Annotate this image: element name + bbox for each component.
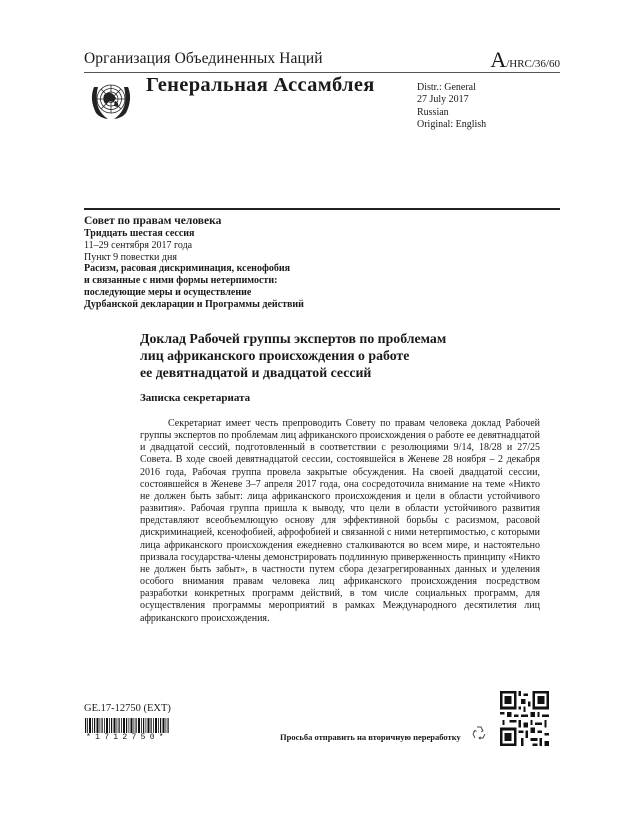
document-date: 27 July 2017 — [417, 94, 469, 106]
distribution-type: Distr.: General — [417, 82, 476, 93]
distribution-block — [417, 82, 486, 131]
report-title-line: лиц африканского происхождения о работе — [140, 348, 410, 363]
council-name: Совет по правам человека — [84, 215, 222, 227]
document-symbol — [490, 47, 560, 73]
barcode-number: *1712750* — [86, 733, 168, 742]
agenda-item: Пункт 9 повестки дня — [84, 251, 177, 263]
symbol-prefix: A — [490, 47, 507, 72]
report-title — [140, 330, 446, 381]
un-emblem-icon — [86, 77, 136, 123]
job-number: GE.17-12750 (EXT) — [84, 703, 171, 714]
agenda-block — [84, 215, 304, 311]
agenda-topic-line: и связанные с ними формы нетерпимости: — [84, 275, 278, 287]
organization-name: Организация Объединенных Наций — [84, 50, 323, 67]
recycle-notice: Просьба отправить на вторичную переработку — [280, 732, 461, 742]
agenda-topic-line: Расизм, расовая дискриминация, ксенофобия — [84, 263, 291, 275]
symbol-suffix: /HRC/36/60 — [506, 58, 560, 70]
qr-code-icon — [500, 691, 549, 746]
header-divider — [84, 72, 560, 73]
original-language: Original: English — [417, 118, 487, 130]
recycle-icon — [470, 725, 488, 742]
barcode-icon — [85, 718, 169, 733]
document-language: Russian — [417, 106, 449, 118]
assembly-title: Генеральная Ассамблея — [146, 74, 375, 96]
body-paragraph: Секретариат имеет честь препроводить Совету по правам человека доклад Рабочей группы экспертов по проблемам лиц африканского происхождения о работе ее девятнадцатой и двадцатой сессий, подготовленный в соответствии с резолюциями 9/14, 18/28 и 27/25 Совета. В ходе своей девятнадцатой сессии, состоявшейся в Женеве 28 ноября – 2 декабря 2016 года, Рабочая группа провела закрытые обсуждения. На своей двадцатой сессии, состоявшейся в Женеве 3–7 апреля 2017 года, она сосредоточила внимание на теме «Никто не должен быть забыт: лица африканского происхождения и цели в области устойчивого развития». Рабочая группа пришла к выводу, что цели в области устойчивого развития представляют всеобъемлющую основу для эффективной борьбы с расизмом, расовой дискриминацией, ксенофобией, афрофобией и связанной с ними нетерпимостью, с которыми лица африканского происхождения ежедневно сталкиваются во всем мире, и настоятельно призвала государства-члены демонстрировать подлинную приверженность принципу «Никто не должен быть забыт», в частности путем сбора дезагрегированных данных и уделения особого внимания правам человека лиц африканского происхождения посредством разработки конкретных программ действий, в том числе социальных программ, для осуществления программы мероприятий в рамках Международного десятилетия лиц африканского происхождения. — [140, 418, 540, 624]
note-title: Записка секретариата — [140, 392, 251, 404]
session-name: Тридцать шестая сессия — [84, 228, 195, 239]
report-title-line: ее девятнадцатой и двадцатой сессий — [140, 365, 372, 380]
report-title-line: Доклад Рабочей группы экспертов по проблемам — [140, 331, 447, 346]
section-divider — [84, 208, 560, 210]
agenda-topic-line: Дурбанской декларации и Программы действий — [84, 298, 304, 310]
session-dates: 11–29 сентября 2017 года — [84, 239, 193, 251]
agenda-topic-line: последующие меры и осуществление — [84, 286, 252, 298]
